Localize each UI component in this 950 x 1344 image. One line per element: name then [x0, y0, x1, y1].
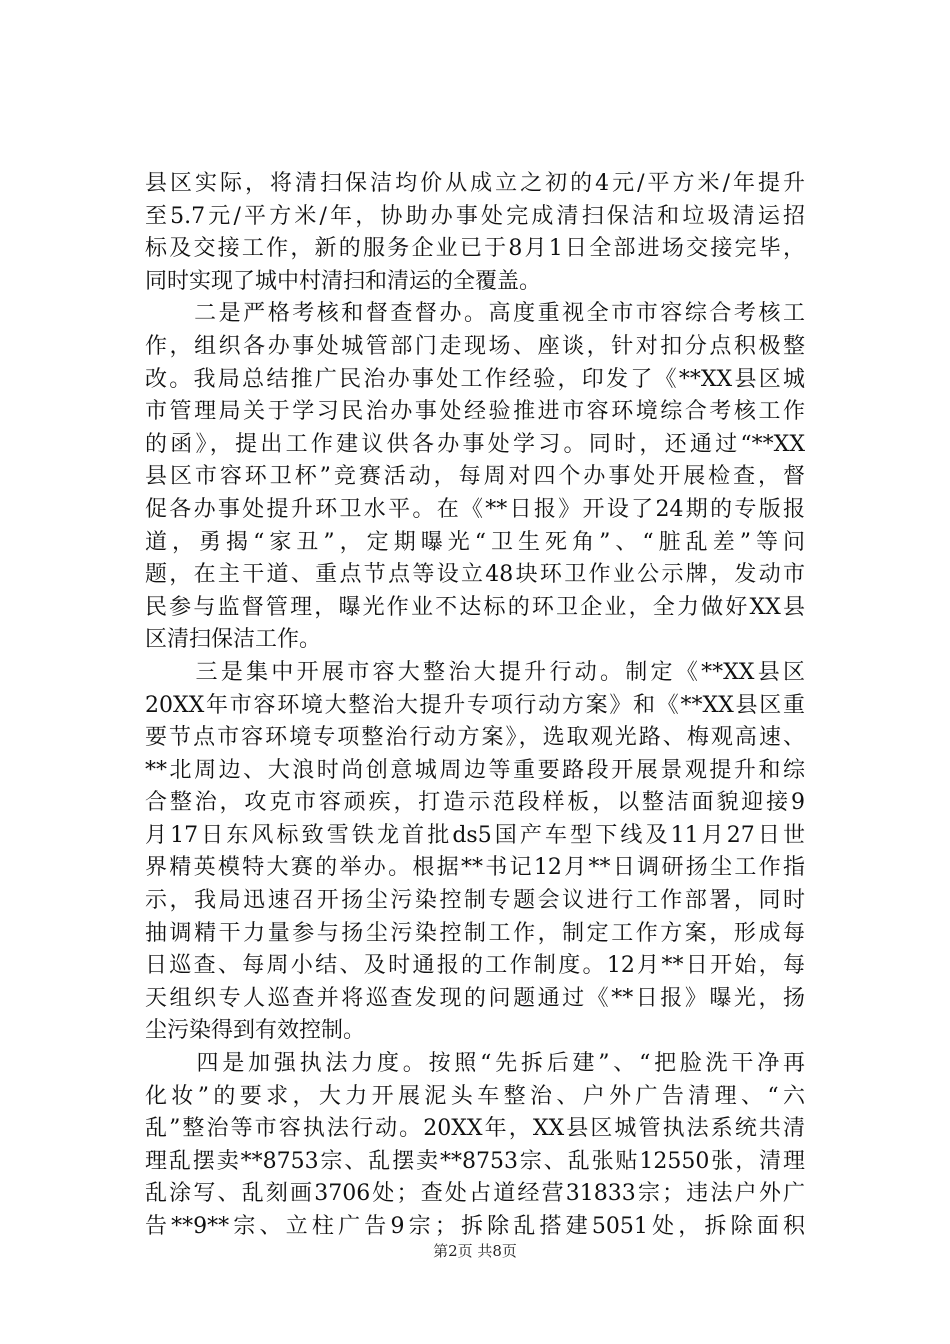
body-text: [145, 168, 805, 1244]
text-line: 县区实际，将清扫保洁均价从成立之初的4元/平方米/年提升: [145, 171, 805, 196]
text-line: 市管理局关于学习民治办事处经验推进市容环境综合考核工作: [145, 399, 805, 425]
text-line: 至5.7元/平方米/年，协助办事处完成清扫保洁和垃圾清运招: [145, 203, 805, 229]
text-line: 抽调精干力量参与扬尘污染控制工作，制定工作方案，形成每: [145, 920, 805, 946]
text-line: 标及交接工作，新的服务企业已于8月1日全部进场交接完毕，: [145, 236, 805, 262]
text-line: 促各办事处提升环卫水平。在《**日报》开设了24期的专版报: [145, 496, 805, 522]
text-line: 道，勇揭“家丑”，定期曝光“卫生死角”、“脏乱差”等问: [145, 529, 805, 555]
text-line: **北周边、大浪时尚创意城周边等重要路段开展景观提升和综: [145, 757, 805, 783]
text-line: 合整治，攻克市容顽疾，打造示范段样板，以整洁面貌迎接9: [145, 790, 805, 816]
text-line: 题，在主干道、重点节点等设立48块环卫作业公示牌，发动市: [145, 562, 805, 588]
text-line: 告**9**宗、立柱广告9宗；拆除乱搭建5051处，拆除面积: [145, 1214, 805, 1239]
text-line: 同时实现了城中村清扫和清运的全覆盖。: [145, 268, 542, 294]
text-line: 乱”整治等市容执法行动。20XX年，XX县区城管执法系统共清: [145, 1116, 805, 1142]
text-line: 天组织专人巡查并将巡查发现的问题通过《**日报》曝光，扬: [145, 985, 805, 1011]
text-line: 月17日东风标致雪铁龙首批ds5国产车型下线及11月27日世: [145, 822, 805, 848]
text-line: 二是严格考核和督查督办。高度重视全市市容综合考核工: [145, 301, 805, 327]
text-line: 改。我局总结推广民治办事处工作经验，印发了《**XX县区城: [145, 366, 805, 392]
text-line: 20XX年市容环境大整治大提升专项行动方案》和《**XX县区重: [145, 692, 805, 718]
text-line: 三是集中开展市容大整治大提升行动。制定《**XX县区: [145, 659, 805, 685]
text-line: 化妆”的要求，大力开展泥头车整治、户外广告清理、“六: [145, 1083, 805, 1109]
text-line: 示，我局迅速召开扬尘污染控制专题会议进行工作部署，同时: [145, 888, 805, 914]
text-line: 理乱摆卖**8753宗、乱摆卖**8753宗、乱张贴12550张，清理: [145, 1148, 805, 1174]
text-line: 作，组织各办事处城管部门走现场、座谈，针对扣分点积极整: [145, 333, 805, 359]
text-line: 尘污染得到有效控制。: [145, 1018, 366, 1044]
text-line: 乱涂写、乱刻画3706处；查处占道经营31833宗；违法户外广: [145, 1181, 805, 1207]
text-line: 的函》，提出工作建议供各办事处学习。同时，还通过“**XX: [145, 431, 805, 457]
text-line: 日巡查、每周小结、及时通报的工作制度。12月**日开始，每: [145, 953, 805, 979]
text-line: 界精英模特大赛的举办。根据**书记12月**日调研扬尘工作指: [145, 855, 805, 881]
text-line: 民参与监督管理，曝光作业不达标的环卫企业，全力做好XX县: [145, 594, 805, 620]
text-line: 县区市容环卫杯”竞赛活动，每周对四个办事处开展检查，督: [145, 464, 805, 490]
text-line: 要节点市容环境专项整治行动方案》，选取观光路、梅观高速、: [145, 725, 805, 751]
text-line: 区清扫保洁工作。: [145, 627, 322, 653]
page-footer: 第2页 共8页: [433, 1242, 517, 1260]
text-line: 四是加强执法力度。按照“先拆后建”、“把脸洗干净再: [145, 1051, 805, 1077]
